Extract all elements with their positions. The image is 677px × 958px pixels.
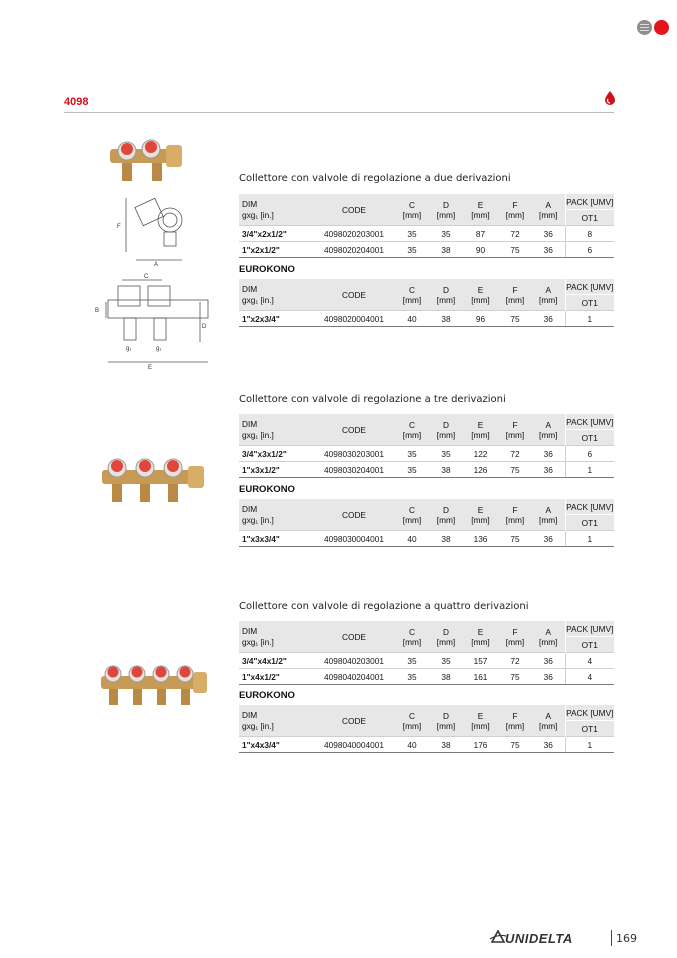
- cell-e: 126: [463, 462, 498, 478]
- col-code-header: CODE: [313, 194, 395, 226]
- col-c-header: C [mm]: [395, 705, 429, 737]
- section-title-three-way: Collettore con valvole di regolazione a tre derivazioni: [239, 394, 506, 405]
- col-pack-header: PACK [UMV]: [565, 705, 614, 721]
- dim-label-e: E: [148, 365, 153, 371]
- menu-circle-icon: [637, 20, 652, 35]
- spec-table-two-way-eurokono: [239, 279, 614, 327]
- cell-f: 72: [498, 226, 532, 242]
- col-f-header: F [mm]: [498, 194, 532, 226]
- col-pack-header: PACK [UMV]: [565, 621, 614, 637]
- eurokono-label: EUROKONO: [239, 484, 295, 495]
- cell-d: 38: [429, 531, 463, 547]
- cell-pack: 4: [565, 653, 614, 669]
- cell-dim: 3/4"x3x1/2": [239, 446, 313, 462]
- cell-e: 136: [463, 531, 498, 547]
- cell-code: 4098030004001: [313, 531, 395, 547]
- col-pack-subheader: OT1: [565, 515, 614, 531]
- cell-f: 72: [498, 653, 532, 669]
- col-pack-header: PACK [UMV]: [565, 499, 614, 515]
- cell-pack: 1: [565, 311, 614, 327]
- cell-a: 36: [532, 737, 565, 753]
- cell-pack: 4: [565, 669, 614, 685]
- cell-f: 75: [498, 242, 532, 258]
- three-way-manifold-image: [98, 452, 208, 510]
- cell-pack: 6: [565, 242, 614, 258]
- cell-dim: 3/4"x2x1/2": [239, 226, 313, 242]
- cell-c: 40: [395, 531, 429, 547]
- col-a-header: A [mm]: [532, 194, 565, 226]
- cell-c: 35: [395, 669, 429, 685]
- col-c-header: C [mm]: [395, 621, 429, 653]
- cell-d: 35: [429, 446, 463, 462]
- col-d-header: D [mm]: [429, 621, 463, 653]
- col-f-header: F [mm]: [498, 499, 532, 531]
- table-row: [239, 737, 614, 753]
- col-c-header: C [mm]: [395, 279, 429, 311]
- col-e-header: E [mm]: [463, 279, 498, 311]
- cell-code: 4098040004001: [313, 737, 395, 753]
- col-dim-header: DIM gxg₁ [in.]: [239, 499, 313, 531]
- cell-f: 75: [498, 462, 532, 478]
- cell-d: 35: [429, 226, 463, 242]
- col-f-header: F [mm]: [498, 705, 532, 737]
- cell-a: 36: [532, 311, 565, 327]
- dim-label-b: B: [95, 308, 100, 314]
- col-f-header: F [mm]: [498, 279, 532, 311]
- table-row: [239, 446, 614, 462]
- front-view-drawing: [92, 272, 222, 372]
- table-row: [239, 462, 614, 478]
- cell-f: 75: [498, 737, 532, 753]
- cell-d: 38: [429, 669, 463, 685]
- unidelta-logo-icon: [490, 930, 506, 944]
- col-pack-subheader: OT1: [565, 721, 614, 737]
- red-circle-icon: [654, 20, 669, 35]
- col-e-header: E [mm]: [463, 499, 498, 531]
- header-divider: [64, 112, 614, 113]
- cell-f: 72: [498, 446, 532, 462]
- cell-c: 35: [395, 226, 429, 242]
- cell-code: 4098030203001: [313, 446, 395, 462]
- eurokono-label: EUROKONO: [239, 690, 295, 701]
- cell-c: 40: [395, 737, 429, 753]
- col-d-header: D [mm]: [429, 705, 463, 737]
- col-dim-header: DIM gxg₁ [in.]: [239, 414, 313, 446]
- cell-f: 75: [498, 669, 532, 685]
- product-code-title: 4098: [64, 96, 89, 108]
- cell-pack: 1: [565, 462, 614, 478]
- cell-code: 4098030204001: [313, 462, 395, 478]
- col-dim-header: DIM gxg₁ [in.]: [239, 621, 313, 653]
- spec-table-three-way-eurokono: [239, 499, 614, 547]
- col-pack-header: PACK [UMV]: [565, 194, 614, 210]
- cell-f: 75: [498, 311, 532, 327]
- footer-divider: [611, 930, 612, 946]
- col-code-header: CODE: [313, 705, 395, 737]
- dim-label-d: D: [202, 324, 207, 330]
- col-pack-subheader: OT1: [565, 430, 614, 446]
- col-pack-subheader: OT1: [565, 637, 614, 653]
- cell-a: 36: [532, 462, 565, 478]
- col-pack-header: PACK [UMV]: [565, 279, 614, 295]
- cell-code: 4098040203001: [313, 653, 395, 669]
- cell-dim: 3/4"x4x1/2": [239, 653, 313, 669]
- four-way-manifold-image: [97, 658, 211, 710]
- cell-a: 36: [532, 669, 565, 685]
- cell-d: 38: [429, 737, 463, 753]
- cell-f: 75: [498, 531, 532, 547]
- cell-c: 35: [395, 446, 429, 462]
- spec-table-four-way-eurokono: [239, 705, 614, 753]
- table-row: [239, 242, 614, 258]
- cell-a: 36: [532, 446, 565, 462]
- col-a-header: A [mm]: [532, 279, 565, 311]
- cell-pack: 8: [565, 226, 614, 242]
- col-dim-header: DIM gxg₁ [in.]: [239, 194, 313, 226]
- dim-label-f: F: [117, 224, 121, 230]
- cell-e: 90: [463, 242, 498, 258]
- dim-label-a: A: [154, 262, 159, 267]
- col-a-header: A [mm]: [532, 499, 565, 531]
- table-row: [239, 669, 614, 685]
- table-row: [239, 531, 614, 547]
- col-dim-header: DIM gxg₁ [in.]: [239, 705, 313, 737]
- cell-e: 122: [463, 446, 498, 462]
- cell-pack: 1: [565, 531, 614, 547]
- section-title-four-way: Collettore con valvole di regolazione a quattro derivazioni: [239, 601, 529, 612]
- cell-dim: 1"x3x1/2": [239, 462, 313, 478]
- col-dim-header: DIM gxg₁ [in.]: [239, 279, 313, 311]
- cell-dim: 1"x4x3/4": [239, 737, 313, 753]
- page-number: 169: [616, 932, 637, 945]
- dim-label-c: C: [144, 274, 149, 280]
- cell-code: 4098020004001: [313, 311, 395, 327]
- col-f-header: F [mm]: [498, 621, 532, 653]
- water-drop-icon: [604, 91, 616, 105]
- col-c-header: C [mm]: [395, 194, 429, 226]
- spec-table-three-way: [239, 414, 614, 478]
- cell-dim: 1"x2x1/2": [239, 242, 313, 258]
- cell-code: 4098020203001: [313, 226, 395, 242]
- cell-a: 36: [532, 242, 565, 258]
- col-e-header: E [mm]: [463, 621, 498, 653]
- spec-table-two-way: [239, 194, 614, 258]
- cell-code: 4098020204001: [313, 242, 395, 258]
- col-pack-subheader: OT1: [565, 210, 614, 226]
- cell-c: 35: [395, 242, 429, 258]
- col-a-header: A [mm]: [532, 621, 565, 653]
- col-e-header: E [mm]: [463, 705, 498, 737]
- cell-d: 38: [429, 242, 463, 258]
- dim-label-g1-right: g₁: [156, 346, 162, 352]
- cell-code: 4098040204001: [313, 669, 395, 685]
- col-code-header: CODE: [313, 499, 395, 531]
- col-a-header: A [mm]: [532, 414, 565, 446]
- col-d-header: D [mm]: [429, 499, 463, 531]
- side-view-drawing: [112, 192, 192, 267]
- cell-e: 161: [463, 669, 498, 685]
- col-e-header: E [mm]: [463, 194, 498, 226]
- cell-a: 36: [532, 226, 565, 242]
- cell-pack: 1: [565, 737, 614, 753]
- cell-d: 38: [429, 311, 463, 327]
- col-a-header: A [mm]: [532, 705, 565, 737]
- col-c-header: C [mm]: [395, 414, 429, 446]
- cell-c: 40: [395, 311, 429, 327]
- cell-e: 96: [463, 311, 498, 327]
- cell-d: 35: [429, 653, 463, 669]
- col-c-header: C [mm]: [395, 499, 429, 531]
- col-code-header: CODE: [313, 621, 395, 653]
- col-e-header: E [mm]: [463, 414, 498, 446]
- col-pack-subheader: OT1: [565, 295, 614, 311]
- cell-d: 38: [429, 462, 463, 478]
- two-way-manifold-image: [106, 135, 186, 190]
- col-pack-header: PACK [UMV]: [565, 414, 614, 430]
- cell-e: 87: [463, 226, 498, 242]
- cell-dim: 1"x3x3/4": [239, 531, 313, 547]
- brand-logo: UNIDELTA: [505, 931, 573, 946]
- cell-a: 36: [532, 531, 565, 547]
- cell-a: 36: [532, 653, 565, 669]
- col-d-header: D [mm]: [429, 279, 463, 311]
- table-row: [239, 226, 614, 242]
- cell-pack: 6: [565, 446, 614, 462]
- spec-table-four-way: [239, 621, 614, 685]
- dim-label-g1-left: g₁: [126, 346, 132, 352]
- col-code-header: CODE: [313, 414, 395, 446]
- table-row: [239, 653, 614, 669]
- col-d-header: D [mm]: [429, 414, 463, 446]
- cell-dim: 1"x4x1/2": [239, 669, 313, 685]
- section-title-two-way: Collettore con valvole di regolazione a due derivazioni: [239, 173, 511, 184]
- col-code-header: CODE: [313, 279, 395, 311]
- cell-dim: 1"x2x3/4": [239, 311, 313, 327]
- cell-e: 157: [463, 653, 498, 669]
- col-f-header: F [mm]: [498, 414, 532, 446]
- col-d-header: D [mm]: [429, 194, 463, 226]
- eurokono-label: EUROKONO: [239, 264, 295, 275]
- cell-c: 35: [395, 462, 429, 478]
- table-row: [239, 311, 614, 327]
- cell-c: 35: [395, 653, 429, 669]
- cell-e: 176: [463, 737, 498, 753]
